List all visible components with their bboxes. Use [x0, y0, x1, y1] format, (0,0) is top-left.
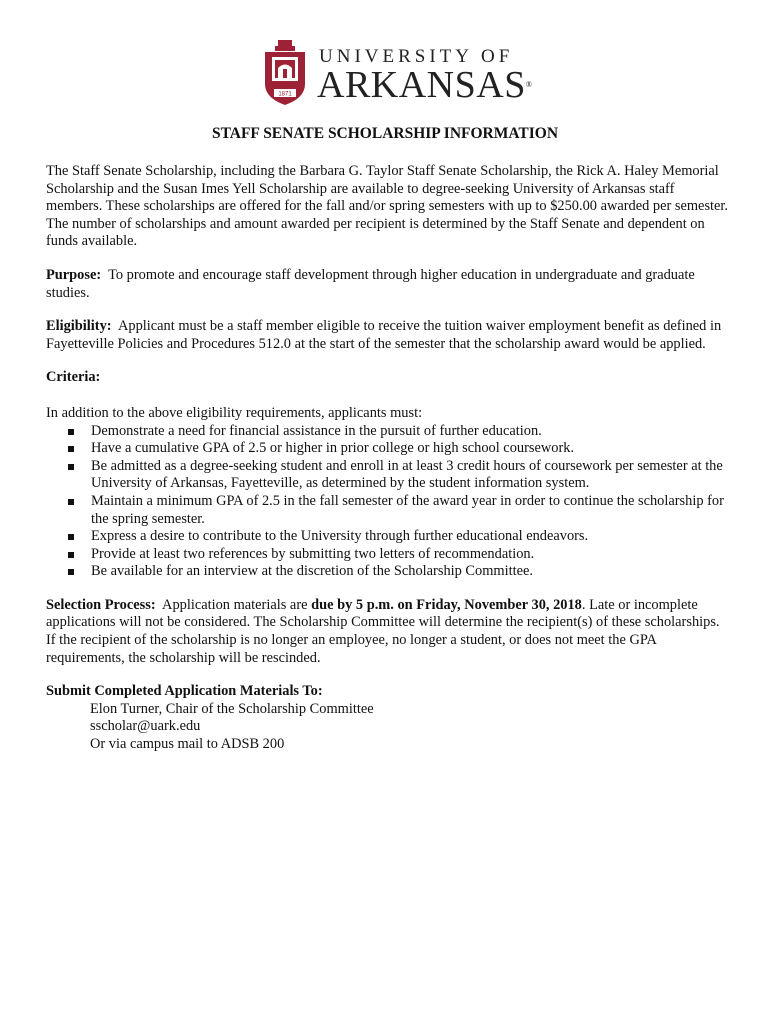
- logo-line-arkansas: ARKANSAS®: [317, 64, 532, 106]
- eligibility-label: Eligibility:: [46, 318, 112, 335]
- submit-contact: Elon Turner, Chair of the Scholarship Committee: [90, 700, 374, 717]
- selection-text-before: Application materials are: [162, 596, 308, 613]
- eligibility-text: Applicant must be a staff member eligible to receive the tuition waiver employment benefit as defined in Fayetteville Policies and Procedures 512.0 at the start of the semester that the scholarship award would be applied.: [46, 318, 722, 352]
- university-seal-icon: [263, 40, 307, 106]
- purpose-label: Purpose:: [46, 266, 102, 283]
- submit-heading: Submit Completed Application Materials To:: [46, 683, 323, 700]
- criteria-list: [46, 423, 730, 581]
- submit-address: [46, 701, 730, 754]
- submit-email: sscholar@uark.edu: [90, 718, 201, 735]
- seal-year: 1871: [278, 91, 292, 98]
- logo-line-university-of: UNIVERSITY OF: [319, 46, 514, 67]
- selection-paragraph: [46, 597, 730, 667]
- list-item: Demonstrate a need for financial assistance in the pursuit of further education.: [46, 423, 730, 441]
- bullet-square-icon: [68, 499, 74, 505]
- registered-mark: ®: [525, 80, 532, 89]
- list-item: Maintain a minimum GPA of 2.5 in the fall semester of the award year in order to continue the scholarship for the spring semester.: [46, 493, 730, 528]
- list-item: Have a cumulative GPA of 2.5 or higher in prior college or high school coursework.: [46, 440, 730, 458]
- submit-mail: Or via campus mail to ADSB 200: [90, 736, 285, 753]
- intro-paragraph: The Staff Senate Scholarship, including the Barbara G. Taylor Staff Senate Scholarship, the Rick A. Haley Memorial Scholarship and the Susan Imes Yell Scholarship are available to degree-seeking University of Arkansas staff members. These scholarships are offered for the fall and/or spring semesters with up to $250.00 awarded per semester. The number of scholarships and amount awarded per recipient is determined by the Staff Senate and dependent on funds available.: [46, 163, 729, 250]
- purpose-paragraph: [46, 267, 730, 302]
- list-item: Be available for an interview at the discretion of the Scholarship Committee.: [46, 563, 730, 581]
- criteria-intro: In addition to the above eligibility requirements, applicants must:: [46, 404, 423, 421]
- selection-text-after: . Late or incomplete applications will not be considered. The Scholarship Committee will determine the recipient(s) of these scholarships. If the recipient of the scholarship is no longer an employee, no longer a student, or does not meet the GPA requirements, the scholarship will be rescinded.: [46, 596, 720, 666]
- criteria-heading: Criteria:: [46, 369, 101, 386]
- list-item: Express a desire to contribute to the University through further educational endeavors.: [46, 528, 730, 546]
- list-item: Be admitted as a degree-seeking student and enroll in at least 3 credit hours of coursework per semester at the University of Arkansas, Fayetteville, as determined by the student information system.: [46, 458, 730, 493]
- university-logo: [263, 40, 532, 108]
- selection-label: Selection Process:: [46, 596, 156, 613]
- document-body: [46, 163, 730, 754]
- selection-deadline: due by 5 p.m. on Friday, November 30, 2018: [311, 596, 582, 613]
- bullet-square-icon: [68, 429, 74, 435]
- eligibility-paragraph: [46, 318, 730, 353]
- bullet-square-icon: [68, 534, 74, 540]
- list-item: Provide at least two references by submitting two letters of recommendation.: [46, 546, 730, 564]
- bullet-square-icon: [68, 552, 74, 558]
- bullet-square-icon: [68, 464, 74, 470]
- bullet-square-icon: [68, 446, 74, 452]
- bullet-square-icon: [68, 569, 74, 575]
- purpose-text: To promote and encourage staff development through higher education in undergraduate and graduate studies.: [46, 266, 695, 301]
- page-title: STAFF SENATE SCHOLARSHIP INFORMATION: [211, 125, 559, 142]
